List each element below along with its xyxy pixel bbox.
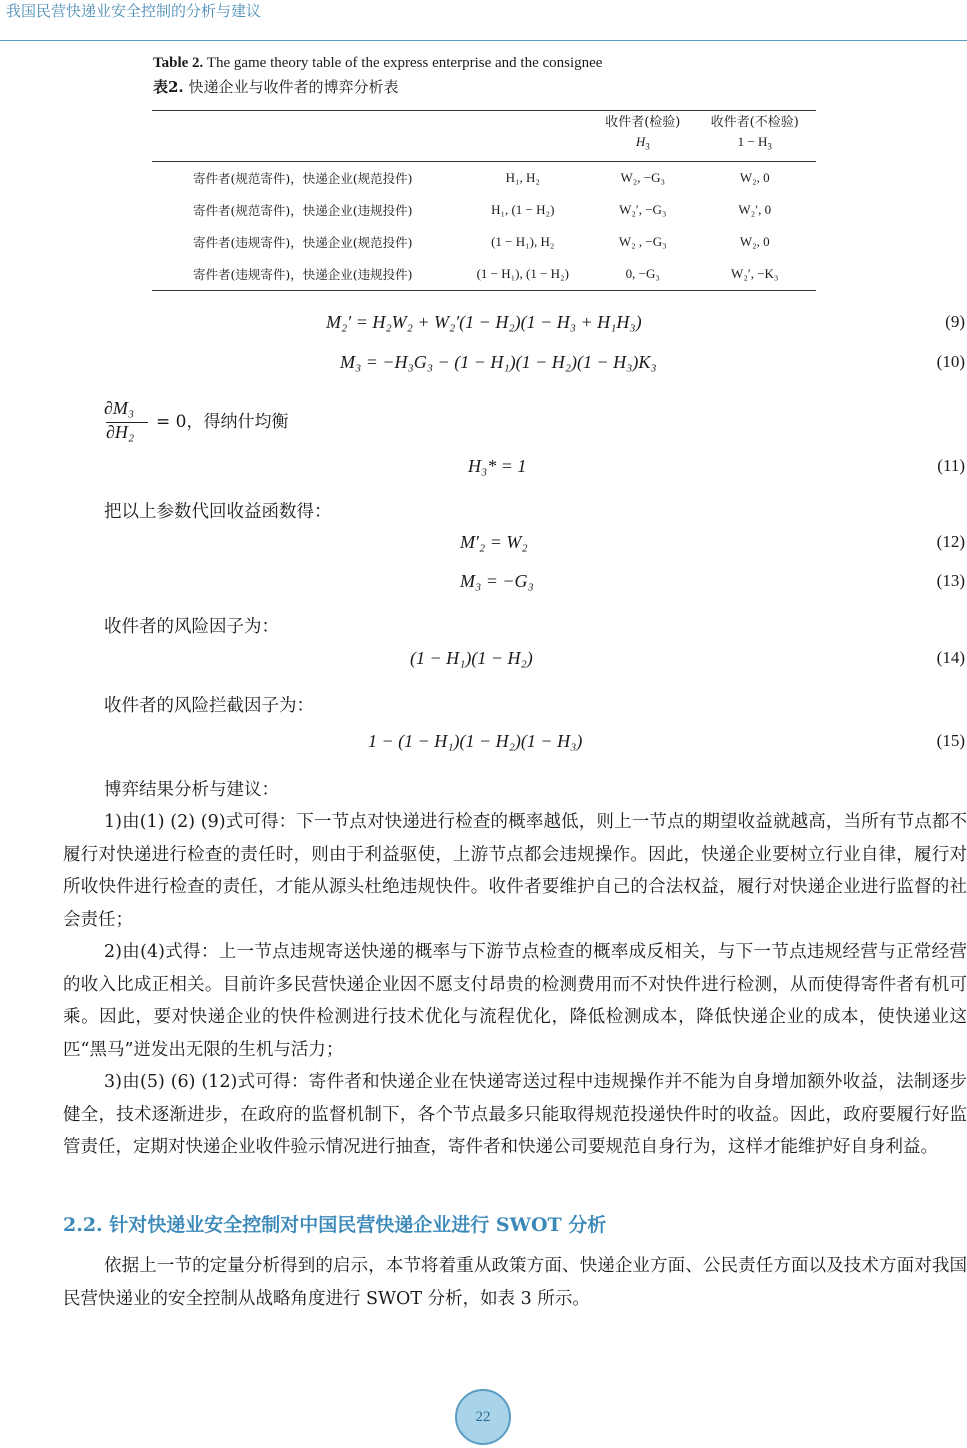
header-consignee-nocheck (694, 111, 816, 162)
equation-15 (0, 731, 967, 761)
equation-13 (0, 571, 967, 601)
partial-denominator: ∂H₂ (106, 422, 135, 442)
table-label-en: Table 2. (153, 55, 204, 71)
equation-14-expr: (1 − H₁)(1 − H₂) (410, 648, 533, 668)
equation-9-number: (9) (945, 312, 965, 331)
equation-9-expr: M₂′ = H₂W₂ + W₂′(1 − H₂)(1 − H₃ + H₁H₃) (326, 312, 642, 332)
equation-10-expr: M₃ = −H₃G₃ − (1 − H₁)(1 − H₂)(1 − H₃)K₃ (340, 352, 657, 372)
table-caption-en (153, 55, 602, 72)
analysis-point-3: 3)由(5) (6) (12)式可得：寄件者和快递企业在快递寄送过程中违规操作并不能为自身增加额外收益，法制逐步健全，技术逐渐进步，在政府的监督机制下，各个节点最多只能取得规范投递快件时的收益。因此，政府要履行好监管责任，定期对快递企业收件验示情况进行抽查，寄件者和快递公司要规范自身行为，这样才能维护好自身利益。 (63, 1072, 967, 1157)
row-payoff-nocheck: W₂, 0 (739, 169, 770, 185)
header-empty-1 (152, 111, 453, 162)
row-strategy: 寄件者(规范寄件)，快递企业(规范投件) (192, 170, 413, 186)
equation-13-expr: M₃ = −G₃ (460, 571, 534, 591)
row-payoff-nocheck: W₂′, −K₃ (694, 258, 816, 291)
table-title-zh: 快递企业与收件者的博弈分析表 (183, 78, 399, 96)
header-rule (0, 40, 967, 41)
table-caption-zh (153, 76, 398, 97)
table-row (152, 161, 816, 194)
equation-11-number: (11) (937, 456, 965, 475)
row-payoff-nocheck: W₂, 0 (739, 233, 770, 249)
equation-12-number: (12) (936, 532, 965, 551)
row-probability: H₁, H₂ (505, 169, 540, 185)
game-theory-table (152, 110, 816, 291)
equation-15-expr: 1 − (1 − H₁)(1 − H₂)(1 − H₃) (368, 731, 583, 751)
risk-factor-text: 收件者的风险因子为： (104, 617, 279, 637)
table-title-en: The game theory table of the express enterprise and the consignee (203, 55, 603, 71)
risk-intercept-text: 收件者的风险拦截因子为： (104, 696, 314, 716)
equation-10 (0, 352, 967, 382)
table-row (152, 194, 816, 226)
equation-14 (0, 648, 967, 678)
row-payoff-check: W₂′, −G₃ (619, 201, 667, 217)
analysis-point-2: 2)由(4)式得：上一节点违规寄送快递的概率与下游节点检查的概率成反相关，与下一节点违规经营与正常经营的收入比成正相关。目前许多民营快递企业因不愿支付昂贵的检测费用而不对快件进行检测，从而使得寄件者有机可乘。因此，要对快递企业的快件检测进行技术优化与流程优化，降低检测成本，降低快递企业的成本，使快递业这匹“黑马”迸发出无限的生机与活力； (63, 942, 967, 1060)
row-payoff-check: W₂ , −G₃ (618, 233, 667, 249)
header-empty-2 (453, 111, 592, 162)
running-header: 我国民营快递业安全控制的分析与建议 (6, 2, 262, 20)
equation-11-expr: H₃* = 1 (468, 456, 527, 476)
row-probability: H₁, (1 − H₂) (491, 201, 555, 217)
equation-13-number: (13) (936, 571, 965, 590)
header-check-var: H (635, 134, 646, 149)
page-number: 22 (455, 1389, 511, 1445)
row-payoff-check: W₂, −G₃ (620, 169, 666, 185)
header-check-symbol (596, 132, 690, 157)
equation-9 (0, 312, 967, 342)
section-heading: 2.2. 针对快递业安全控制对中国民营快递企业进行 SWOT 分析 (63, 1214, 607, 1236)
partial-numerator: ∂M₃ (104, 398, 135, 418)
row-probability: (1 − H₁), H₂ (491, 233, 555, 249)
section-body: 依据上一节的定量分析得到的启示，本节将着重从政策方面、快递企业方面、公民责任方面以及技术方面对我国民营快递业的安全控制从战略角度进行 SWOT 分析，如表 3 所示。 (63, 1256, 967, 1309)
equation-10-number: (10) (936, 352, 965, 371)
equation-12 (0, 532, 967, 562)
nash-equilibrium-text: = 0，得纳什均衡 (156, 412, 289, 432)
header-check-sub: 3 (645, 141, 650, 152)
substitute-text: 把以上参数代回收益函数得： (104, 502, 332, 522)
row-strategy: 寄件者(违规寄件)，快递企业(规范投件) (192, 234, 413, 250)
header-nocheck-symbol (698, 132, 812, 157)
header-nocheck-var: 1 − H (737, 134, 768, 149)
table-row (152, 226, 816, 258)
row-strategy: 寄件者(违规寄件)，快递企业(违规投件) (152, 258, 453, 291)
row-payoff-nocheck: W₂′, 0 (738, 201, 772, 217)
table-row (152, 258, 816, 291)
table-label-zh: 表2. (153, 78, 184, 96)
header-nocheck-sub: 3 (767, 141, 772, 152)
header-nocheck-label: 收件者(不检验) (710, 115, 799, 130)
equation-15-number: (15) (936, 731, 965, 750)
analysis-title: 博弈结果分析与建议： (104, 780, 279, 800)
analysis-point-1: 1)由(1) (2) (9)式可得：下一节点对快递进行检查的概率越低，则上一节点的期望收益就越高，当所有节点都不履行对快递进行检查的责任时，则由于利益驱使，上游节点都会违规操作。因此，快递企业要树立行业自律，履行对所收快件进行检查的责任，才能从源头杜绝违规快件。收件者要维护自己的合法权益，履行对快递企业进行监督的社会责任； (63, 812, 967, 930)
header-check-label: 收件者(检验) (605, 115, 681, 130)
equation-11 (0, 456, 967, 486)
row-payoff-check: 0, −G₃ (592, 258, 694, 291)
header-consignee-check (592, 111, 694, 162)
equation-12-expr: M′₂ = W₂ (460, 532, 528, 552)
row-probability: (1 − H₁), (1 − H₂) (453, 258, 592, 291)
row-strategy: 寄件者(规范寄件)，快递企业(违规投件) (192, 202, 413, 218)
equation-14-number: (14) (936, 648, 965, 667)
table-header-row (152, 111, 816, 162)
